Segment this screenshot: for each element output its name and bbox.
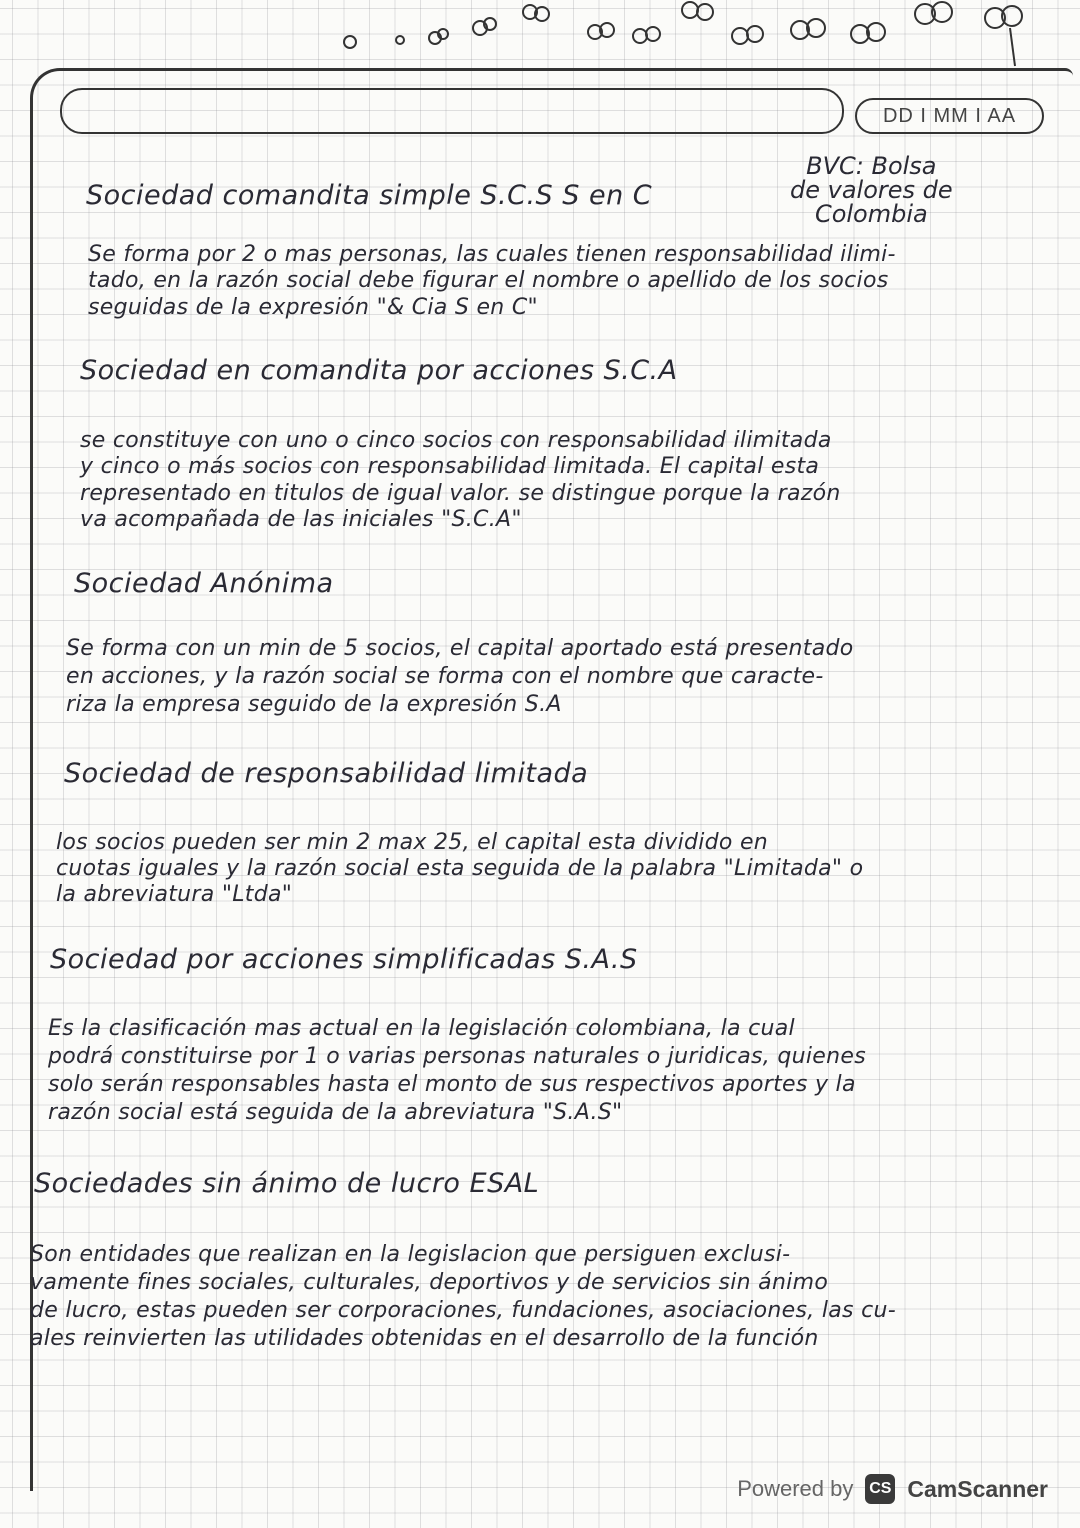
section-line: va acompañada de las iniciales "S.C.A" (80, 507, 522, 532)
section-heading: Sociedad comandita simple S.C.S S en C (86, 180, 653, 211)
bvc-note: BVC: Bolsa de valores de Colombia (790, 152, 953, 228)
flower-doodles (320, 0, 1060, 70)
section-line: Son entidades que realizan en la legislacion que persiguen exclusi- (30, 1242, 791, 1267)
section-line: en acciones, y la razón social se forma con el nombre que caracte- (66, 664, 824, 689)
title-box (60, 88, 844, 134)
section-heading: Sociedad Anónima (74, 568, 334, 599)
section-line: vamente fines sociales, culturales, deportivos y de servicios sin ánimo (30, 1270, 829, 1295)
section-heading: Sociedad por acciones simplificadas S.A.S (50, 944, 638, 975)
powered-by-text: Powered by (737, 1476, 854, 1501)
section-line: Se forma con un min de 5 socios, el capital aportado está presentado (66, 636, 854, 661)
camscanner-brand: CamScanner (907, 1475, 1048, 1502)
section-line: de lucro, estas pueden ser corporaciones, fundaciones, asociaciones, las cu- (30, 1298, 896, 1323)
section-line: seguidas de la expresión "& Cia S en C" (88, 295, 538, 320)
section-heading: Sociedades sin ánimo de lucro ESAL (34, 1168, 540, 1199)
section-line: tado, en la razón social debe figurar el nombre o apellido de los socios (88, 268, 889, 293)
section-line: Es la clasificación mas actual en la legislación colombiana, la cual (48, 1016, 795, 1041)
section-line: los socios pueden ser min 2 max 25, el capital esta dividido en (56, 830, 769, 855)
section-line: se constituye con uno o cinco socios con responsabilidad ilimitada (80, 428, 832, 453)
section-line: podrá constituirse por 1 o varias personas naturales o juridicas, quienes (48, 1044, 866, 1069)
section-heading: Sociedad de responsabilidad limitada (64, 758, 589, 789)
section-line: la abreviatura "Ltda" (56, 882, 293, 907)
section-line: cuotas iguales y la razón social esta seguida de la palabra "Limitada" o (56, 856, 864, 881)
section-line: solo serán responsables hasta el monto de sus respectivos aportes y la (48, 1072, 856, 1097)
section-line: ales reinvierten las utilidades obtenidas en el desarrollo de la función (30, 1326, 819, 1351)
date-box: DD I MM I AA (855, 98, 1044, 134)
section-line: riza la empresa seguido de la expresión S.A (66, 692, 562, 717)
camscanner-watermark (737, 1474, 1048, 1504)
camscanner-logo-icon: CS (865, 1474, 895, 1504)
section-line: representado en titulos de igual valor. se distingue porque la razón (80, 481, 841, 506)
section-line: razón social está seguida de la abreviatura "S.A.S" (48, 1100, 623, 1125)
section-line: y cinco o más socios con responsabilidad limitada. El capital esta (80, 454, 820, 479)
section-heading: Sociedad en comandita por acciones S.C.A (80, 355, 678, 386)
section-line: Se forma por 2 o mas personas, las cuales tienen responsabilidad ilimi- (88, 242, 896, 267)
